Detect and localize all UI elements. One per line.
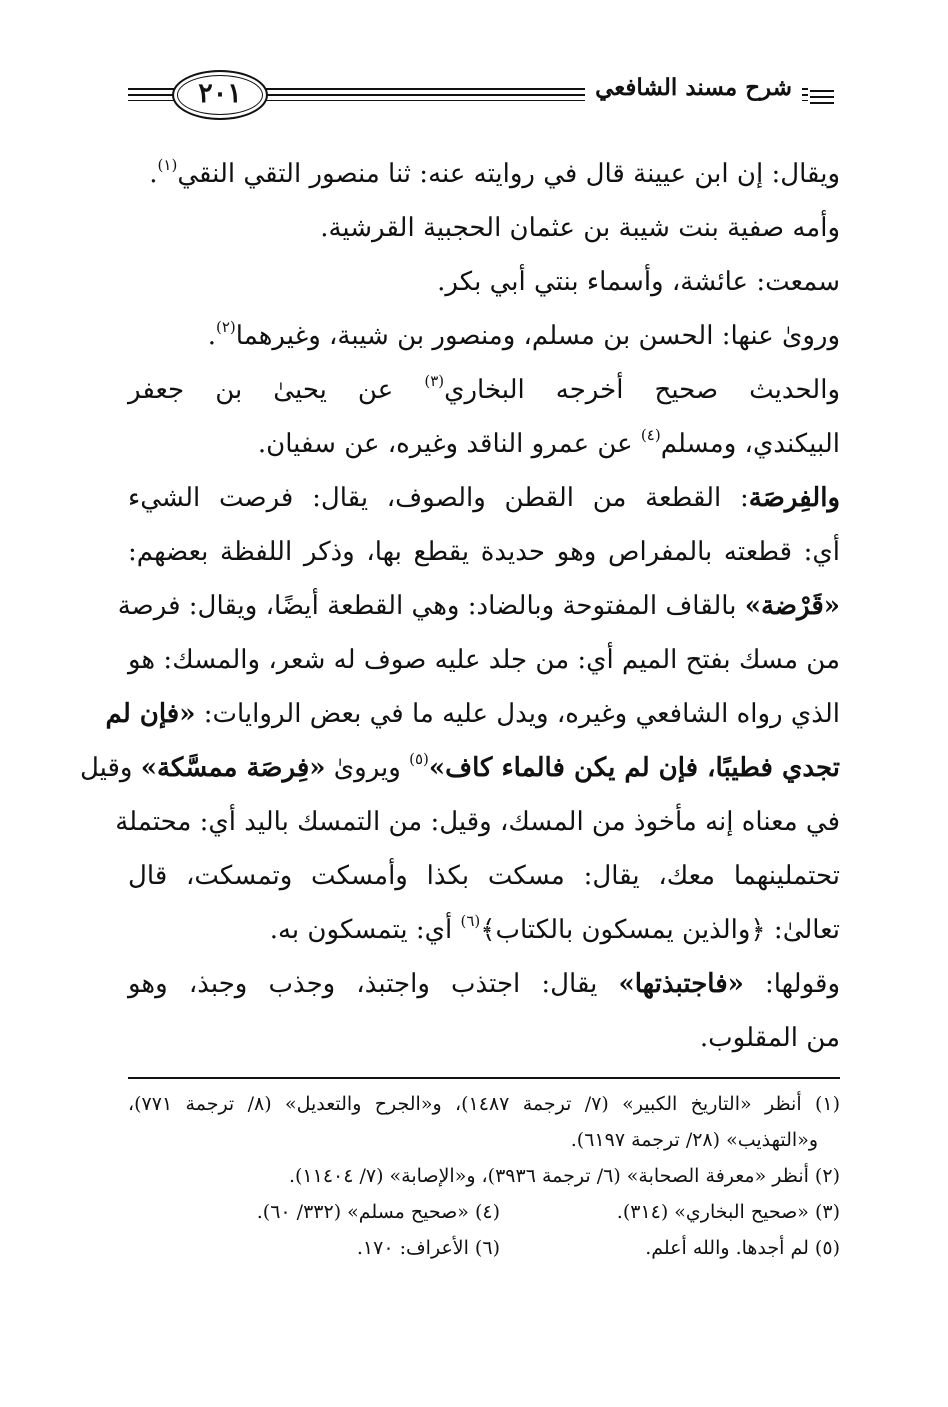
quoted-term: «قَرْضة» xyxy=(744,591,840,621)
text-line: أي: قطعته بالمفراص وهو حديدة يقطع بها، وذكر اللفظة بعضهم: xyxy=(128,537,840,567)
running-title: شرح مسند الشافعي xyxy=(585,74,802,101)
text-line: الذي رواه الشافعي وغيره، ويدل عليه ما في بعض الروايات: «فإن لم xyxy=(105,699,840,729)
footnote: (١) أنظر «التاريخ الكبير» (٧/ ترجمة ١٤٨٧)، و«الجرح والتعديل» (٨/ ترجمة ٧٧١)، xyxy=(128,1093,841,1115)
text-line: وقولها: «فاجتبذتها» يقال: اجتذب واجتبذ، وجذب وجبذ، وهو xyxy=(128,969,840,999)
footnote: (٦) الأعراف: ١٧٠. xyxy=(356,1237,500,1259)
page-number-badge xyxy=(172,70,268,120)
text-line: والفِرصَة: القطعة من القطن والصوف، يقال: فرصت الشيء xyxy=(128,483,840,513)
page-number: ٢٠١ xyxy=(198,78,242,109)
page-header xyxy=(128,70,838,122)
defined-term: والفِرصَة xyxy=(748,483,840,513)
quoted-term: «فإن لم xyxy=(105,699,196,729)
footnote: (٢) أنظر «معرفة الصحابة» (٦/ ترجمة ٣٩٣٦)، و«الإصابة» (٧/ ١١٤٠٤). xyxy=(288,1165,840,1187)
header-ornament xyxy=(808,76,838,116)
text-line: ورویٰ عنها: الحسن بن مسلم، ومنصور بن شيبة، وغيرهما$^{(٢)}$. xyxy=(207,318,840,351)
text-line: البيكندي، ومسلم$^{(٤)}$ عن عمرو الناقد وغيره، عن سفيان. xyxy=(257,426,840,459)
text-line: في معناه إنه مأخوذ من المسك، وقيل: من التمسك باليد أي: محتملة xyxy=(115,807,840,837)
footnote-ref: (٢) xyxy=(215,318,236,336)
footnote-row xyxy=(128,1194,840,1230)
text-line: وأمه صفية بنت شيبة بن عثمان الحجبية القرشية. xyxy=(320,213,840,243)
quoted-term: تجدي فطيبًا، فإن لم يكن فالماء كاف» xyxy=(428,753,840,783)
footnote-ref: (٦) xyxy=(460,912,481,930)
footnote-ref: (١) xyxy=(157,156,178,174)
text-line: ويقال: إن ابن عيينة قال في روايته عنه: ثنا منصور التقي النقي$^{(١)}$. xyxy=(149,156,840,189)
footnote-ref: (٣) xyxy=(424,372,445,390)
footnote-separator xyxy=(128,1077,840,1079)
footnote: (٣) «صحيح البخاري» (٣١٤). xyxy=(616,1201,840,1223)
main-text xyxy=(79,147,841,1065)
quoted-term: «فاجتبذتها» xyxy=(618,969,744,999)
text-line: من المقلوب. xyxy=(699,1023,840,1053)
footnote-row xyxy=(128,1230,840,1266)
text-line: تجدي فطيبًا، فإن لم يكن فالماء كاف»$^{(٥)}$ ويرویٰ «فِرصَة ممسَّكة» وقيل xyxy=(79,750,840,783)
text-line: تعالىٰ: ﴿والذين يمسكون بالكتاب﴾$^{(٦)}$ أي: يتمسكون به. xyxy=(269,912,840,945)
footnote: (٤) «صحيح مسلم» (٣٣٢/ ٦٠). xyxy=(256,1201,500,1223)
footnote-ref: (٥) xyxy=(409,750,429,768)
quoted-term: «فِرصَة ممسَّكة» xyxy=(140,753,326,783)
footnotes xyxy=(128,1086,840,1266)
text-line: «قَرْضة» بالقاف المفتوحة وبالضاد: وهي القطعة أيضًا، ويقال: فرصة xyxy=(117,591,840,621)
footnote-continuation: و«التهذيب» (٢٨/ ترجمة ٦١٩٧). xyxy=(570,1129,818,1151)
footnote: (٥) لم أجدها. والله أعلم. xyxy=(645,1237,840,1259)
footnote-ref: (٤) xyxy=(640,426,661,444)
text-line: تحتملينهما معك، يقال: مسكت بكذا وأمسكت وتمسكت، قال xyxy=(128,861,840,891)
text-line: سمعت: عائشة، وأسماء بنتي أبي بكر. xyxy=(437,267,840,297)
text-line: والحديث صحيح أخرجه البخاري$^{(٣)}$ عن يحيىٰ بن جعفر xyxy=(128,372,841,405)
text-line: من مسك بفتح الميم أي: من جلد عليه صوف له شعر، والمسك: هو xyxy=(128,645,840,675)
